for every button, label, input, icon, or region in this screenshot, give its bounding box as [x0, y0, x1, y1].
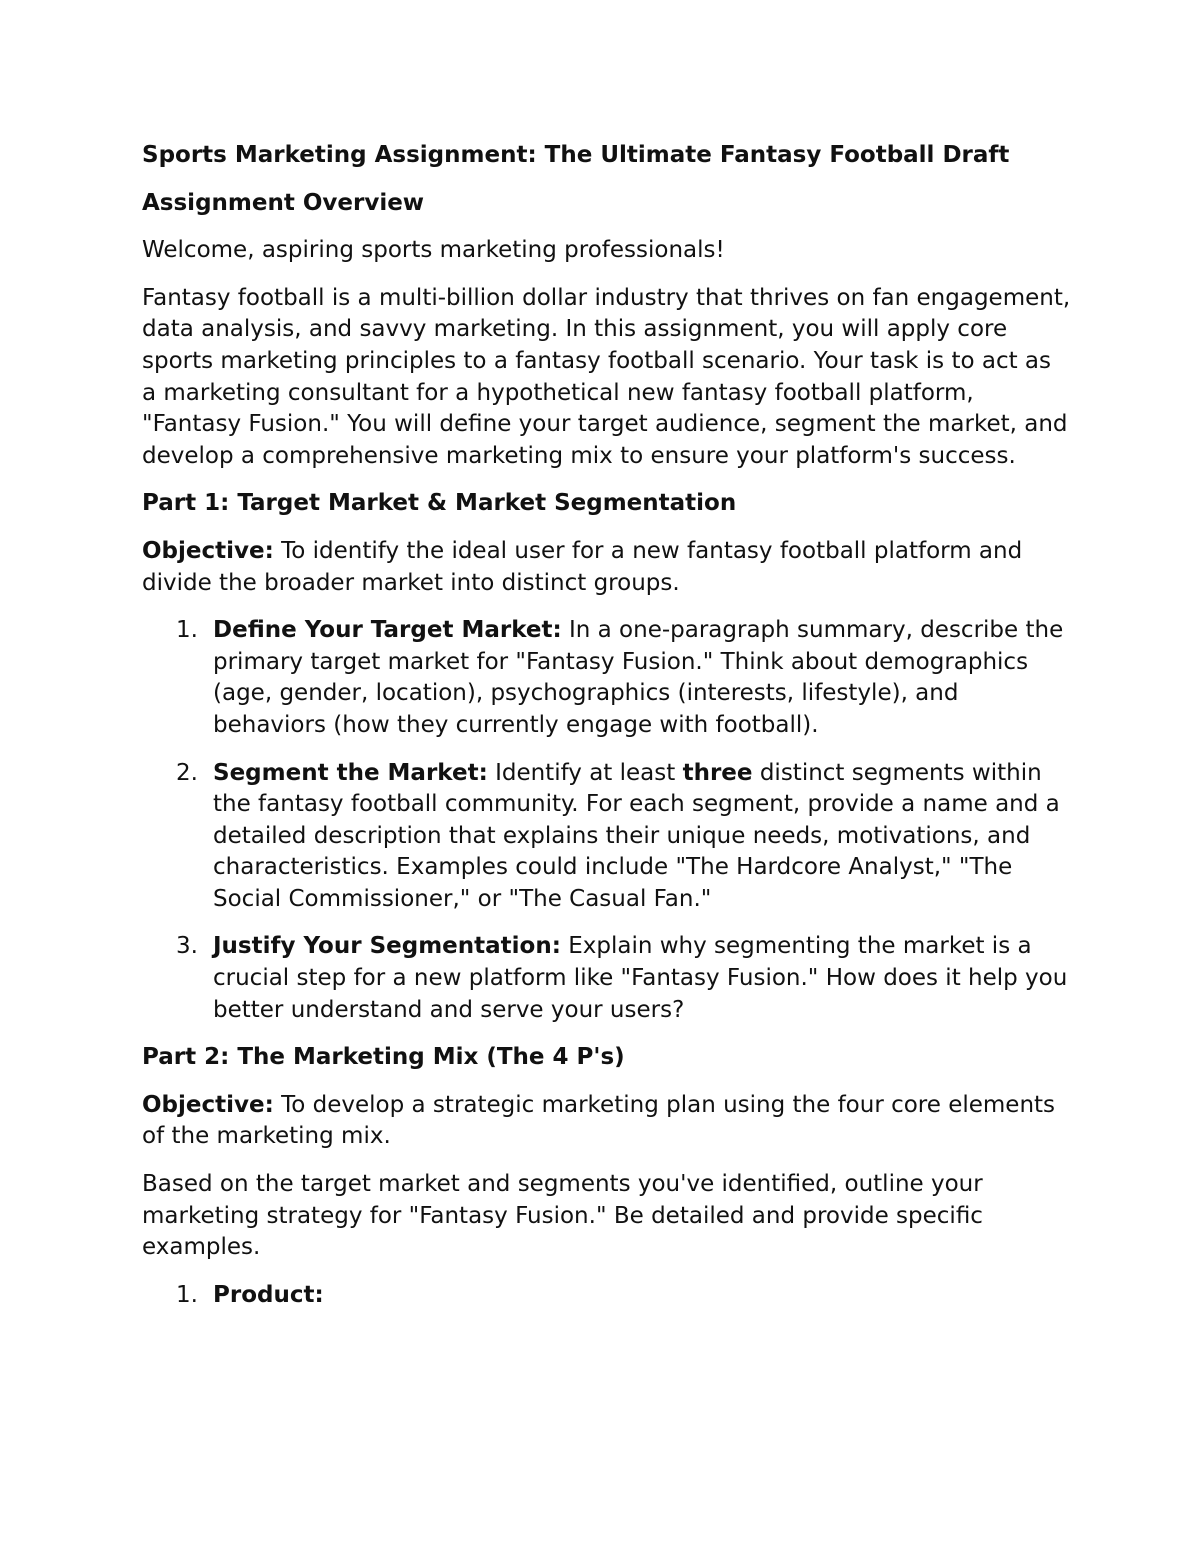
list-item	[142, 615, 1072, 741]
list-item	[142, 758, 1072, 916]
part2-heading: Part 2: The Marketing Mix (The 4 P's)	[142, 1044, 625, 1071]
document-title: Sports Marketing Assignment: The Ultimate Fantasy Football Draft	[142, 142, 1010, 168]
list-item-label: Product:	[213, 1281, 324, 1308]
objective-label: Objective:	[142, 1091, 274, 1118]
list-item-text: Explain why segmenting the market is a crucial step for a new platform like "Fantasy Fusion." How does it help you better understand and serve your users?	[213, 933, 1068, 1023]
list-item	[142, 931, 1072, 1026]
list-item-text: distinct segments within the fantasy football community. For each segment, provide a name and a detailed description that explains their unique needs, motivations, and characteristics. Examples could include "The Hardcore Analyst," "The Social Commissioner," or "The Casual Fan."	[213, 759, 1060, 912]
list-item-label: Segment the Market:	[213, 759, 488, 786]
part2-list	[142, 1280, 1072, 1312]
list-item-number: 1.	[176, 1281, 198, 1308]
list-item	[142, 1280, 1072, 1312]
part1-heading: Part 1: Target Market & Market Segmentation	[142, 490, 737, 517]
document-page	[142, 140, 1072, 1327]
part1-objective	[142, 536, 1072, 599]
list-item-label: Justify Your Segmentation:	[213, 933, 561, 960]
list-item-text: Identify at least	[487, 759, 683, 786]
list-item-number: 1.	[176, 617, 198, 644]
intro-paragraph: Fantasy football is a multi-billion dollar industry that thrives on fan engagement, data analysis, and savvy marketing. In this assignment, you will apply core sports marketing principles to a fantasy football scenario. Your task is to act as a marketing consultant for a hypothetical new fantasy football platform, "Fantasy Fusion." You will define your target audience, segment the market, and develop a comprehensive marketing mix to ensure your platform's success.	[142, 284, 1071, 469]
part1-list	[142, 615, 1072, 1026]
objective-label: Objective:	[142, 537, 274, 564]
part2-body: Based on the target market and segments you've identified, outline your marketing strategy for "Fantasy Fusion." Be detailed and provide specific examples.	[142, 1171, 983, 1261]
welcome-text: Welcome, aspiring sports marketing professionals!	[142, 237, 725, 264]
list-item-text: In a one-paragraph summary, describe the primary target market for "Fantasy Fusion." Think about demographics (age, gender, location), psychographics (interests, lifestyle), and behaviors (how they currently engage with football).	[213, 617, 1064, 738]
objective-text: To develop a strategic marketing plan using the four core elements of the marketing mix.	[142, 1091, 1056, 1150]
objective-text: To identify the ideal user for a new fantasy football platform and divide the broader market into distinct groups.	[142, 537, 1023, 596]
list-item-number: 2.	[176, 759, 198, 786]
part2-objective	[142, 1090, 1072, 1153]
list-item-label: Define Your Target Market:	[213, 617, 562, 644]
list-item-number: 3.	[176, 933, 198, 960]
list-item-emphasis: three	[682, 759, 753, 786]
overview-heading: Assignment Overview	[142, 189, 425, 216]
